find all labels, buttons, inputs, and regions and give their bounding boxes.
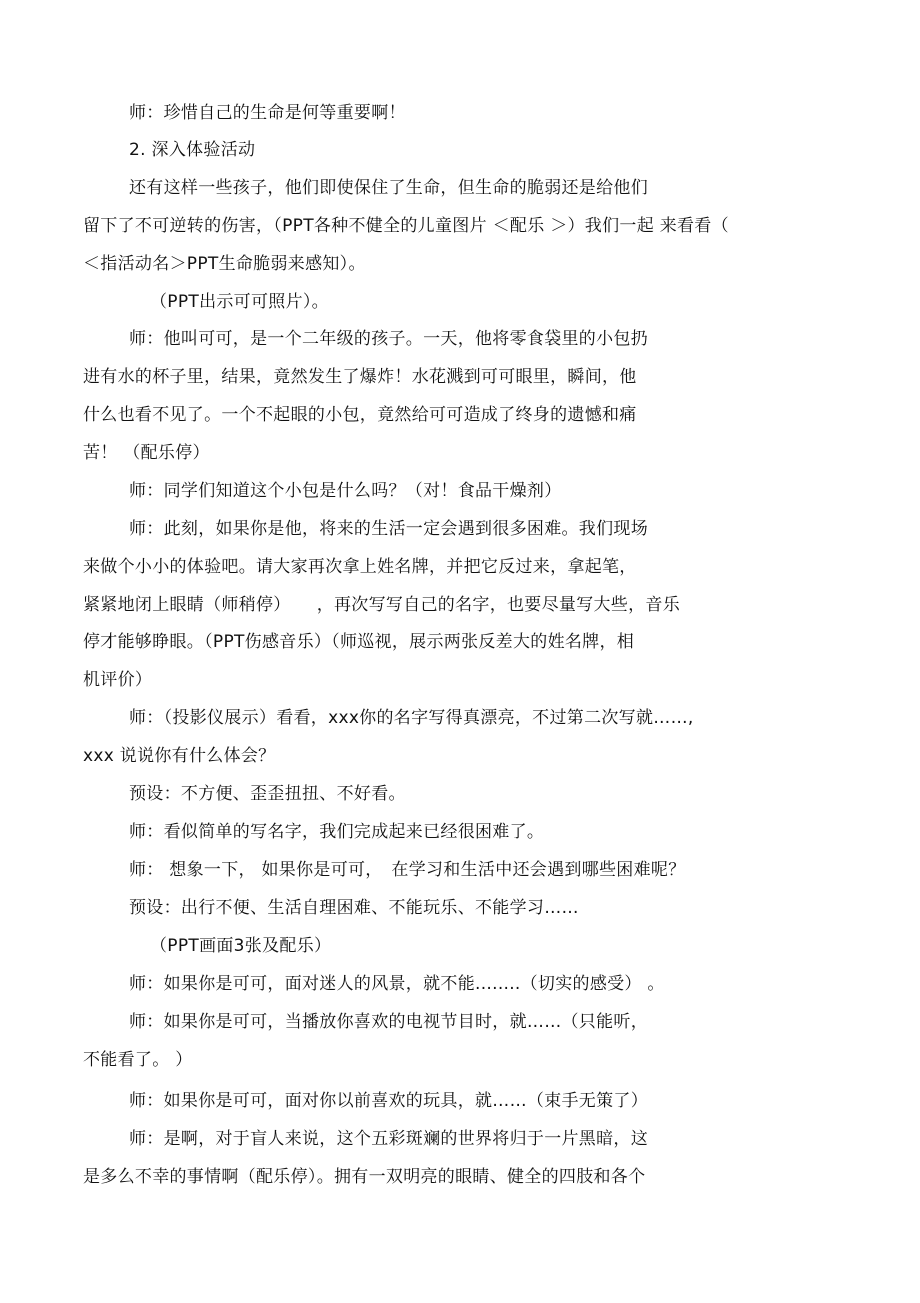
text-line: 师：（投影仪展示）看看，xxx你的名字写得真漂亮，不过第二次写就……, [129,708,694,728]
text-line: 师：同学们知道这个小包是什么吗？（对！食品干燥剂） [129,481,562,501]
text-line: 紧紧地闭上眼睛（师稍停） ，再次写写自己的名字，也要尽量写大些，音乐 [83,595,680,615]
text-line: 进有水的杯子里，结果，竟然发生了爆炸！水花溅到可可眼里，瞬间，他 [83,367,637,387]
text-line: 是多么不幸的事情啊（配乐停）。拥有一双明亮的眼睛、健全的四肢和各个 [83,1167,646,1187]
text-line: 师：如果你是可可，当播放你喜欢的电视节目时，就……（只能听， [129,1012,648,1032]
text-line: 来做个小小的体验吧。请大家再次拿上姓名牌，并把它反过来，拿起笔， [83,557,637,577]
text-line: 师：他叫可可，是一个二年级的孩子。一天，他将零食袋里的小包扔 [129,329,648,349]
text-line: 机评价） [83,670,153,690]
text-line: 师：看似简单的写名字，我们完成起来已经很困难了。 [129,822,545,842]
text-line: 不能看了。 ） [83,1050,193,1070]
text-line: xxx 说说你有什么体会？ [83,746,276,766]
text-line: 还有这样一些孩子，他们即使保住了生命，但生命的脆弱还是给他们 [129,178,648,198]
text-line: ＜指活动名＞PPT生命脆弱来感知）。 [83,254,366,274]
text-line: 预设：不方便、歪歪扭扭、不好看。 [129,784,406,804]
text-line: （PPT出示可可照片）。 [150,292,329,312]
text-line: 师：如果你是可可，面对迷人的风景，就不能........（切实的感受） 。 [129,974,665,994]
text-line: 预设：出行不便、生活自理困难、不能玩乐、不能学习…… [129,898,579,918]
text-line: 师：是啊，对于盲人来说，这个五彩斑斓的世界将归于一片黑暗，这 [129,1129,648,1149]
text-line: 师： 想象一下， 如果你是可可， 在学习和生活中还会遇到哪些困难呢？ [129,860,686,880]
text-line: 停才能够睁眼。（PPT伤感音乐）（师巡视，展示两张反差大的姓名牌，相 [83,632,635,652]
text-line: 师：如果你是可可，面对你以前喜欢的玩具，就……（束手无策了） [129,1091,648,1111]
text-line: 什么也看不见了。一个不起眼的小包，竟然给可可造成了终身的遗憾和痛 [83,405,637,425]
text-line: 2. 深入体验活动 [129,140,256,160]
text-line: （PPT画面3张及配乐） [150,936,332,956]
text-line: 师：此刻，如果你是他，将来的生活一定会遇到很多困难。我们现场 [129,519,648,539]
text-line: 师：珍惜自己的生命是何等重要啊！ [129,103,406,123]
text-line: 留下了不可逆转的伤害，（PPT各种不健全的儿童图片 ＜配乐 ＞）我们一起 来看看（ [83,216,729,236]
text-line: 苦！ （配乐停） [83,443,210,463]
